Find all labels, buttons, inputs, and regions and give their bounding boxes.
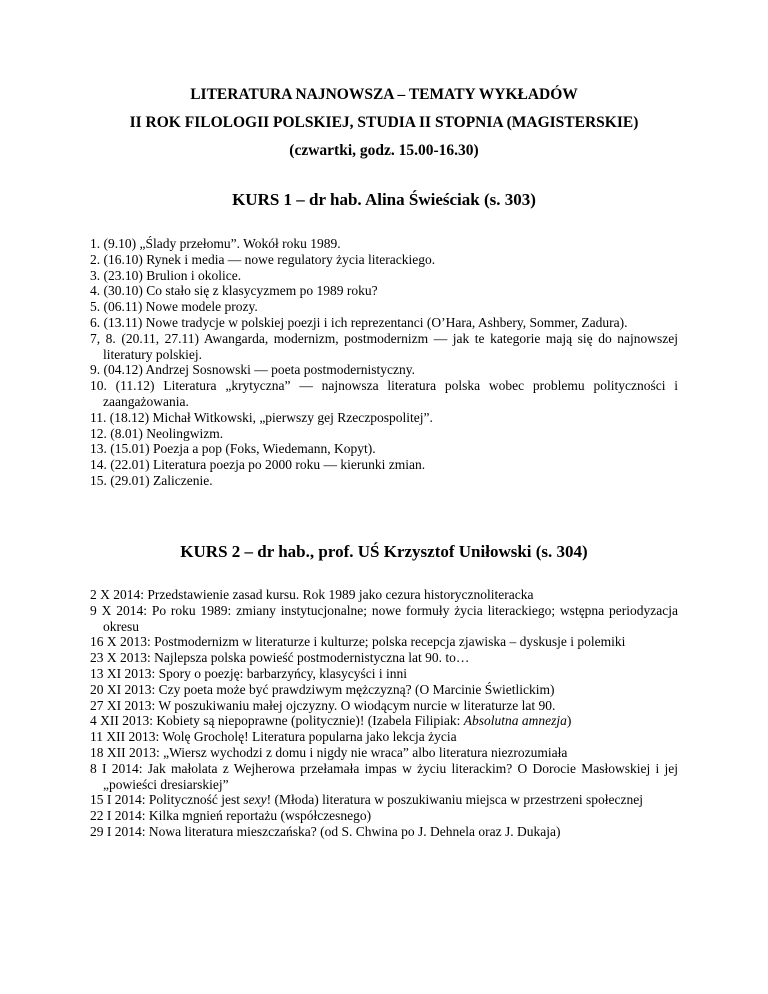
course-1-topic-item: 1. (9.10) „Ślady przełomu”. Wokół roku 1989. [90, 236, 341, 251]
course-1-topic-item: 13. (15.01) Poezja a pop (Foks, Wiedemann, Kopyt). [90, 441, 376, 457]
course-2-topic-text: 8 I 2014: Jak małolata z Wejherowa przełamała impas w życiu literackim? O Dorocie Masłowskiej i jej „powieści dresiarskiej” [90, 760, 678, 792]
course-2-topic-item [90, 603, 678, 635]
course-2-topic-text: 13 XI 2013: Spory o poezję: barbarzyńcy, klasycyści i inni [90, 665, 408, 681]
course-2-topic-text: 16 X 2013: Postmodernizm w literaturze i kulturze; polska recepcja zjawiska – dyskusje i polemiki [90, 634, 626, 650]
course-2-topic-text-end: ! (Młoda) literatura w poszukiwaniu miejsca w przestrzeni społecznej [266, 792, 643, 808]
course-2-topic-item [90, 587, 678, 603]
course-2-topic-item [90, 682, 678, 698]
course-2-topic-text: 11 XII 2013: Wolę Grocholę! Literatura popularna jako lekcja życia [90, 729, 457, 745]
course-1-topic-item: 4. (30.10) Co stało się z klasycyzmem po 1989 roku? [90, 283, 378, 299]
course-1-topic-item: 7, 8. (20.11, 27.11) Awangarda, modernizm, postmodernizm — jak te kategorie mają się do najnowszej literatury polskiej. [90, 330, 678, 362]
course-2-topic-item [90, 761, 678, 793]
course-2-topic-text: 18 XII 2013: „Wiersz wychodzi z domu i nigdy nie wraca” albo literatura niezrozumiała [90, 744, 568, 760]
course-2-topic-text: 9 X 2014: Po roku 1989: zmiany instytucjonalne; nowe formuły życia literackiego; wstępna periodyzacja okresu [90, 602, 678, 634]
course-2-topic-text: 29 I 2014: Nowa literatura mieszczańska? (od S. Chwina po J. Dehnela oraz J. Dukaja) [90, 823, 561, 839]
course-2-topic-text: 23 X 2013: Najlepsza polska powieść postmodernistyczna lat 90. to… [90, 650, 470, 666]
course-2-topic-text: 27 XI 2013: W poszukiwaniu małej ojczyzny. O wiodącym nurcie w literaturze lat 90. [90, 697, 556, 713]
course-2-topic-text: 20 XI 2013: Czy poeta może być prawdziwym mężczyzną? (O Marcinie Świetlickim) [90, 681, 555, 697]
course-2-topic-item [90, 808, 678, 824]
course-2-topic-text: 15 I 2014: Polityczność jest [90, 792, 244, 808]
course-2-topic-text: 22 I 2014: Kilka mgnień reportażu (współczesnego) [90, 808, 372, 824]
course-1-topic-item: 12. (8.01) Neolingwizm. [90, 425, 224, 441]
course-2-topic-item [90, 792, 678, 808]
course-2-topic-item [90, 713, 678, 729]
course-2-topic-text: 4 XII 2013: Kobiety są niepoprawne (politycznie)! (Izabela Filipiak: [90, 713, 464, 729]
course-1-topic-item: 15. (29.01) Zaliczenie. [90, 472, 213, 488]
course-2-topic-text: 2 X 2014: Przedstawienie zasad kursu. Rok 1989 jako cezura historycznoliteracka [90, 587, 534, 602]
course-2-title: KURS 2 – dr hab., prof. UŚ Krzysztof Uniłowski (s. 304) [180, 542, 588, 561]
course-1-topic-item: 5. (06.11) Nowe modele prozy. [90, 299, 258, 315]
course-2-topic-item [90, 729, 678, 745]
document-subtitle: II ROK FILOLOGII POLSKIEJ, STUDIA II STOPNIA (MAGISTERSKIE) [129, 114, 639, 131]
course-2-topic-italic: sexy [243, 792, 267, 808]
course-1-topic-item: 14. (22.01) Literatura poezja po 2000 roku — kierunki zmian. [90, 457, 426, 473]
document-title: LITERATURA NAJNOWSZA – TEMATY WYKŁADÓW [190, 86, 578, 103]
course-2-topic-item [90, 666, 678, 682]
course-1-topic-item: 11. (18.12) Michał Witkowski, „pierwszy gej Rzeczpospolitej”. [90, 409, 433, 425]
course-2-topic-item [90, 650, 678, 666]
course-1-topic-item: 2. (16.10) Rynek i media — nowe regulatory życia literackiego. [90, 251, 436, 267]
course-2-topic-item [90, 634, 678, 650]
course-1-topic-item: 9. (04.12) Andrzej Sosnowski — poeta postmodernistyczny. [90, 362, 415, 378]
course-2-topic-text-end: ) [566, 713, 572, 729]
course-1-topic-list [90, 236, 678, 489]
course-2-topic-item [90, 698, 678, 714]
course-1-topic-item: 3. (23.10) Brulion i okolice. [90, 267, 242, 283]
course-1-topic-item: 10. (11.12) Literatura „krytyczna” — najnowsza literatura polska wobec problemu polityczności i zaangażowania. [90, 378, 678, 409]
course-2-topic-list [90, 587, 678, 840]
course-1-topic-item: 6. (13.11) Nowe tradycje w polskiej poezji i ich reprezentanci (O’Hara, Ashbery, Sommer, Zadura). [90, 314, 628, 330]
schedule-info: (czwartki, godz. 15.00-16.30) [289, 142, 479, 159]
course-2-topic-italic: Absolutna amnezja [463, 713, 567, 729]
course-1-title: KURS 1 – dr hab. Alina Świeściak (s. 303) [232, 190, 536, 209]
course-2-topic-item [90, 824, 678, 840]
course-2-topic-item [90, 745, 678, 761]
